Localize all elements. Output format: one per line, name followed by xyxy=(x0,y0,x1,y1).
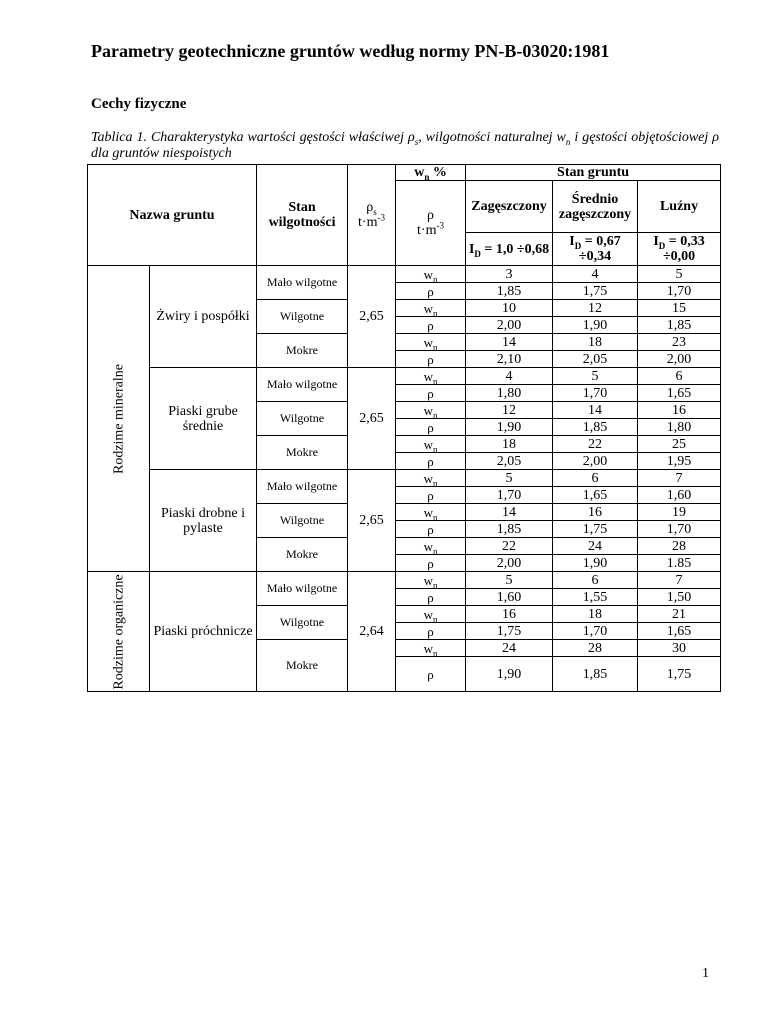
wn-letter: w xyxy=(423,640,433,656)
wn-symbol xyxy=(396,470,466,487)
value-cell: 1,55 xyxy=(553,589,638,606)
group-label: Rodzime mineralne xyxy=(111,363,126,474)
wn-symbol xyxy=(396,402,466,419)
soil-name: Piaski grube średnie xyxy=(150,368,257,470)
wn-symbol xyxy=(396,640,466,657)
id-symbol: I xyxy=(569,234,575,249)
value-cell: 30 xyxy=(638,640,721,657)
value-cell: 6 xyxy=(638,368,721,385)
value-cell: 21 xyxy=(638,606,721,623)
wn-sub: n xyxy=(432,274,438,285)
table-row xyxy=(88,572,721,589)
value-cell: 22 xyxy=(553,436,638,453)
value-cell: 1,70 xyxy=(638,521,721,538)
value-cell: 24 xyxy=(553,538,638,555)
wn-letter: w xyxy=(423,334,433,350)
moisture-state: Mało wilgotne xyxy=(257,368,348,402)
wn-sub: n xyxy=(432,546,438,557)
wn-letter: w xyxy=(423,504,433,520)
value-cell: 1,85 xyxy=(466,283,553,300)
header-compacted: Zagęszczony xyxy=(466,181,553,233)
value-cell: 1,75 xyxy=(553,521,638,538)
value-cell: 1,60 xyxy=(638,487,721,504)
header-medium-compacted: Średnio zagęszczony xyxy=(553,181,638,233)
wn-letter: w xyxy=(423,470,433,486)
moisture-state: Mokre xyxy=(257,640,348,692)
wn-letter: w xyxy=(423,538,433,554)
wn-symbol xyxy=(396,334,466,351)
header-loose: Luźny xyxy=(638,181,721,233)
value-cell: 12 xyxy=(466,402,553,419)
rho-s-value: 2,65 xyxy=(348,470,396,572)
wn-letter: w xyxy=(423,300,433,316)
value-cell: 2,05 xyxy=(553,351,638,368)
value-cell: 19 xyxy=(638,504,721,521)
wn-sub: n xyxy=(432,308,438,319)
id-symbol: I xyxy=(653,234,659,249)
header-wn-symbol: w xyxy=(414,165,425,180)
rho-symbol: ρ xyxy=(396,453,466,470)
caption-rho: ρ xyxy=(712,130,720,145)
value-cell: 2,00 xyxy=(466,317,553,334)
soil-name: Piaski drobne i pylaste xyxy=(150,470,257,572)
group-label: Rodzime organiczne xyxy=(111,573,126,690)
wn-symbol xyxy=(396,606,466,623)
wn-letter: w xyxy=(423,368,433,384)
wn-sub: n xyxy=(432,376,438,387)
value-cell: 1,90 xyxy=(466,419,553,436)
wn-sub: n xyxy=(432,580,438,591)
value-cell: 1,65 xyxy=(638,385,721,402)
moisture-state: Mało wilgotne xyxy=(257,572,348,606)
value-cell: 1,65 xyxy=(553,487,638,504)
moisture-state: Wilgotne xyxy=(257,402,348,436)
value-cell: 16 xyxy=(553,504,638,521)
wn-symbol xyxy=(396,436,466,453)
value-cell: 10 xyxy=(466,300,553,317)
value-cell: 1,75 xyxy=(638,657,721,692)
rho-s-value: 2,64 xyxy=(348,572,396,692)
value-cell: 1.85 xyxy=(638,555,721,572)
value-cell: 12 xyxy=(553,300,638,317)
caption-rho-s: ρ xyxy=(407,130,415,145)
caption-text: i gęstości objętościowej xyxy=(570,130,713,145)
value-cell: 16 xyxy=(638,402,721,419)
caption-rho-s-sub: s xyxy=(414,136,419,147)
value-cell: 5 xyxy=(466,470,553,487)
document-title: Parametry geotechniczne gruntów według normy PN-B-03020:1981 xyxy=(91,41,610,61)
value-cell: 28 xyxy=(638,538,721,555)
value-cell: 15 xyxy=(638,300,721,317)
value-cell: 1,85 xyxy=(553,657,638,692)
value-cell: 5 xyxy=(466,572,553,589)
id-symbol: I xyxy=(468,241,475,257)
value-cell: 1,70 xyxy=(553,385,638,402)
header-rho-s-symbol: ρ xyxy=(366,200,374,215)
header-rho xyxy=(396,181,466,266)
moisture-state: Mokre xyxy=(257,538,348,572)
value-cell: 1,85 xyxy=(553,419,638,436)
rho-symbol: ρ xyxy=(396,385,466,402)
value-cell: 28 xyxy=(553,640,638,657)
value-cell: 1,90 xyxy=(553,317,638,334)
section-heading: Cechy fizyczne xyxy=(91,96,187,112)
wn-sub: n xyxy=(432,648,438,659)
value-cell: 2,00 xyxy=(466,555,553,572)
header-soil-name: Nazwa gruntu xyxy=(88,165,257,266)
caption-wn: w xyxy=(556,130,566,145)
value-cell: 1,75 xyxy=(553,283,638,300)
moisture-state: Mało wilgotne xyxy=(257,266,348,300)
wn-symbol xyxy=(396,538,466,555)
value-cell: 4 xyxy=(553,266,638,283)
moisture-state: Mokre xyxy=(257,334,348,368)
header-rho-s-unit-exp: -3 xyxy=(377,212,385,223)
value-cell: 7 xyxy=(638,572,721,589)
table-row xyxy=(88,368,721,385)
header-soil-state: Stan gruntu xyxy=(466,165,721,181)
group-mineral xyxy=(88,266,150,572)
value-cell: 16 xyxy=(466,606,553,623)
value-cell: 6 xyxy=(553,572,638,589)
value-cell: 5 xyxy=(638,266,721,283)
moisture-state: Wilgotne xyxy=(257,300,348,334)
soil-parameters-table xyxy=(87,164,721,692)
wn-sub: n xyxy=(432,512,438,523)
table-caption xyxy=(91,130,719,162)
value-cell: 23 xyxy=(638,334,721,351)
rho-symbol: ρ xyxy=(396,589,466,606)
value-cell: 1,75 xyxy=(466,623,553,640)
value-cell: 2,05 xyxy=(466,453,553,470)
value-cell: 18 xyxy=(553,606,638,623)
header-id-loose xyxy=(638,233,721,266)
rho-symbol: ρ xyxy=(396,555,466,572)
value-cell: 1,70 xyxy=(553,623,638,640)
value-cell: 22 xyxy=(466,538,553,555)
value-cell: 1,60 xyxy=(466,589,553,606)
header-rho-unit: t·m xyxy=(417,223,437,238)
header-wn-unit: % xyxy=(429,165,447,180)
value-cell: 14 xyxy=(466,334,553,351)
value-cell: 14 xyxy=(466,504,553,521)
value-cell: 25 xyxy=(638,436,721,453)
value-cell: 6 xyxy=(553,470,638,487)
rho-s-value: 2,65 xyxy=(348,368,396,470)
value-cell: 1,70 xyxy=(466,487,553,504)
wn-sub: n xyxy=(432,478,438,489)
rho-symbol: ρ xyxy=(396,623,466,640)
table-row xyxy=(88,470,721,487)
wn-sub: n xyxy=(432,342,438,353)
value-cell: 1,95 xyxy=(638,453,721,470)
value-cell: 24 xyxy=(466,640,553,657)
rho-symbol: ρ xyxy=(396,521,466,538)
header-wn-sub: n xyxy=(424,171,430,182)
rho-symbol: ρ xyxy=(396,317,466,334)
header-rho-symbol: ρ xyxy=(427,208,435,223)
value-cell: 1,85 xyxy=(466,521,553,538)
value-cell: 18 xyxy=(466,436,553,453)
value-cell: 14 xyxy=(553,402,638,419)
id-sub: D xyxy=(658,240,666,251)
rho-symbol: ρ xyxy=(396,419,466,436)
wn-sub: n xyxy=(432,614,438,625)
value-cell: 2,00 xyxy=(638,351,721,368)
header-rho-s xyxy=(348,165,396,266)
rho-symbol: ρ xyxy=(396,351,466,368)
header-moisture-state: Stan wilgotności xyxy=(257,165,348,266)
wn-symbol xyxy=(396,368,466,385)
wn-sub: n xyxy=(432,410,438,421)
caption-wn-sub: n xyxy=(565,136,571,147)
wn-letter: w xyxy=(423,572,433,588)
wn-symbol xyxy=(396,504,466,521)
value-cell: 4 xyxy=(466,368,553,385)
value-cell: 7 xyxy=(638,470,721,487)
rho-symbol: ρ xyxy=(396,657,466,692)
id-range: = 0,67 ÷0,34 xyxy=(578,234,621,264)
id-sub: D xyxy=(574,240,582,251)
header-id-compacted xyxy=(466,233,553,266)
wn-symbol xyxy=(396,266,466,283)
wn-letter: w xyxy=(423,436,433,452)
value-cell: 1,90 xyxy=(466,657,553,692)
value-cell: 1,65 xyxy=(638,623,721,640)
soil-name: Piaski próchnicze xyxy=(150,572,257,692)
id-range: = 0,33 ÷0,00 xyxy=(662,234,705,264)
value-cell: 1,80 xyxy=(638,419,721,436)
rho-s-value: 2,65 xyxy=(348,266,396,368)
value-cell: 1,50 xyxy=(638,589,721,606)
moisture-state: Wilgotne xyxy=(257,606,348,640)
header-rho-unit-exp: -3 xyxy=(436,220,444,231)
page-number: 1 xyxy=(702,966,709,981)
table-row xyxy=(88,266,721,283)
value-cell: 5 xyxy=(553,368,638,385)
caption-text: , wilgotności naturalnej xyxy=(418,130,557,145)
wn-letter: w xyxy=(423,266,433,282)
caption-text: dla gruntów niespoistych xyxy=(91,146,232,161)
wn-letter: w xyxy=(423,606,433,622)
id-sub: D xyxy=(474,248,481,259)
value-cell: 1,70 xyxy=(638,283,721,300)
header-wn xyxy=(396,165,466,181)
moisture-state: Mało wilgotne xyxy=(257,470,348,504)
caption-text: Tablica 1. Charakterystyka wartości gęstości właściwej xyxy=(91,130,408,145)
value-cell: 2,00 xyxy=(553,453,638,470)
header-id-medium xyxy=(553,233,638,266)
wn-sub: n xyxy=(432,444,438,455)
rho-symbol: ρ xyxy=(396,283,466,300)
moisture-state: Mokre xyxy=(257,436,348,470)
value-cell: 3 xyxy=(466,266,553,283)
value-cell: 1,80 xyxy=(466,385,553,402)
value-cell: 1,85 xyxy=(638,317,721,334)
soil-name: Żwiry i pospółki xyxy=(150,266,257,368)
wn-symbol xyxy=(396,300,466,317)
moisture-state: Wilgotne xyxy=(257,504,348,538)
rho-symbol: ρ xyxy=(396,487,466,504)
header-rho-s-unit: t·m xyxy=(358,215,378,230)
value-cell: 18 xyxy=(553,334,638,351)
group-organic xyxy=(88,572,150,692)
value-cell: 2,10 xyxy=(466,351,553,368)
value-cell: 1,90 xyxy=(553,555,638,572)
id-range: = 1,0 ÷0,68 xyxy=(480,241,550,257)
wn-symbol xyxy=(396,572,466,589)
wn-letter: w xyxy=(423,402,433,418)
table-body xyxy=(88,266,721,692)
header-rho-s-sub: s xyxy=(373,206,377,217)
